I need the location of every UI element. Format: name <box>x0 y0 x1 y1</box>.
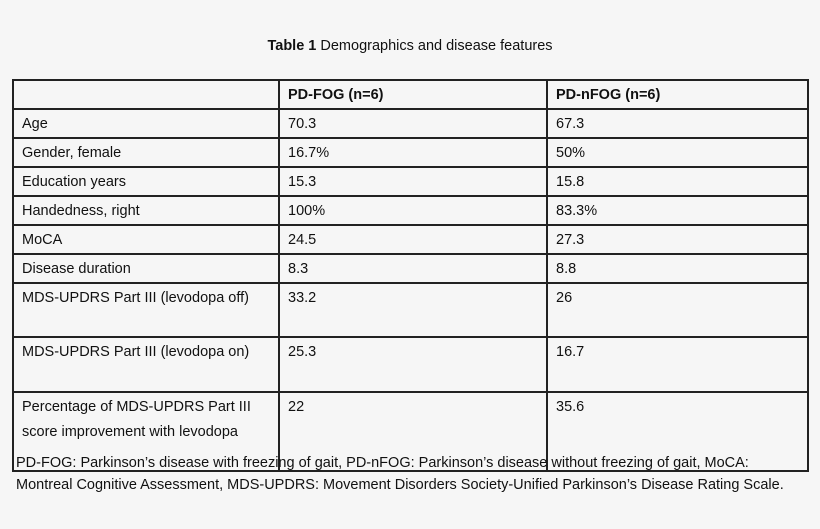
cell: 8.3 <box>279 254 547 283</box>
row-label: Percentage of MDS-UPDRS Part III score improvement with levodopa <box>13 392 279 471</box>
cell: 50% <box>547 138 808 167</box>
row-label: Education years <box>13 167 279 196</box>
header-cell <box>13 80 279 109</box>
row-label: MDS-UPDRS Part III (levodopa off) <box>13 283 279 337</box>
table-row <box>13 138 808 167</box>
cell: 67.3 <box>547 109 808 138</box>
table-row <box>13 109 808 138</box>
cell: 24.5 <box>279 225 547 254</box>
row-label: Disease duration <box>13 254 279 283</box>
cell: 33.2 <box>279 283 547 337</box>
row-label: Handedness, right <box>13 196 279 225</box>
table-number: Table 1 <box>267 38 317 54</box>
cell: 22 <box>279 392 547 471</box>
cell: 16.7 <box>547 337 808 392</box>
table-title <box>0 38 820 54</box>
cell: 26 <box>547 283 808 337</box>
cell: 100% <box>279 196 547 225</box>
header-cell: PD-FOG (n=6) <box>279 80 547 109</box>
row-label: MoCA <box>13 225 279 254</box>
table-header-row <box>13 80 808 109</box>
cell: 16.7% <box>279 138 547 167</box>
table-row <box>13 225 808 254</box>
demographics-table <box>12 79 809 472</box>
row-label: Age <box>13 109 279 138</box>
cell: 15.3 <box>279 167 547 196</box>
row-label: MDS-UPDRS Part III (levodopa on) <box>13 337 279 392</box>
table-caption: PD-FOG: Parkinson’s disease with freezing of gait, PD-nFOG: Parkinson’s disease without freezing of gait, MoCA: Montreal Cognitive Assessment, MDS-UPDRS: Movement Disorders Society-Unified Parkinson’s Disease Rating Scale. <box>16 455 784 493</box>
cell: 35.6 <box>547 392 808 471</box>
row-label: Gender, female <box>13 138 279 167</box>
cell: 25.3 <box>279 337 547 392</box>
table-row <box>13 337 808 392</box>
table-row <box>13 254 808 283</box>
cell: 27.3 <box>547 225 808 254</box>
table-row <box>13 196 808 225</box>
cell: 83.3% <box>547 196 808 225</box>
header-cell: PD-nFOG (n=6) <box>547 80 808 109</box>
table-title-text: Demographics and disease features <box>316 38 553 54</box>
cell: 70.3 <box>279 109 547 138</box>
cell: 15.8 <box>547 167 808 196</box>
cell: 8.8 <box>547 254 808 283</box>
table-row <box>13 283 808 337</box>
table-row <box>13 167 808 196</box>
